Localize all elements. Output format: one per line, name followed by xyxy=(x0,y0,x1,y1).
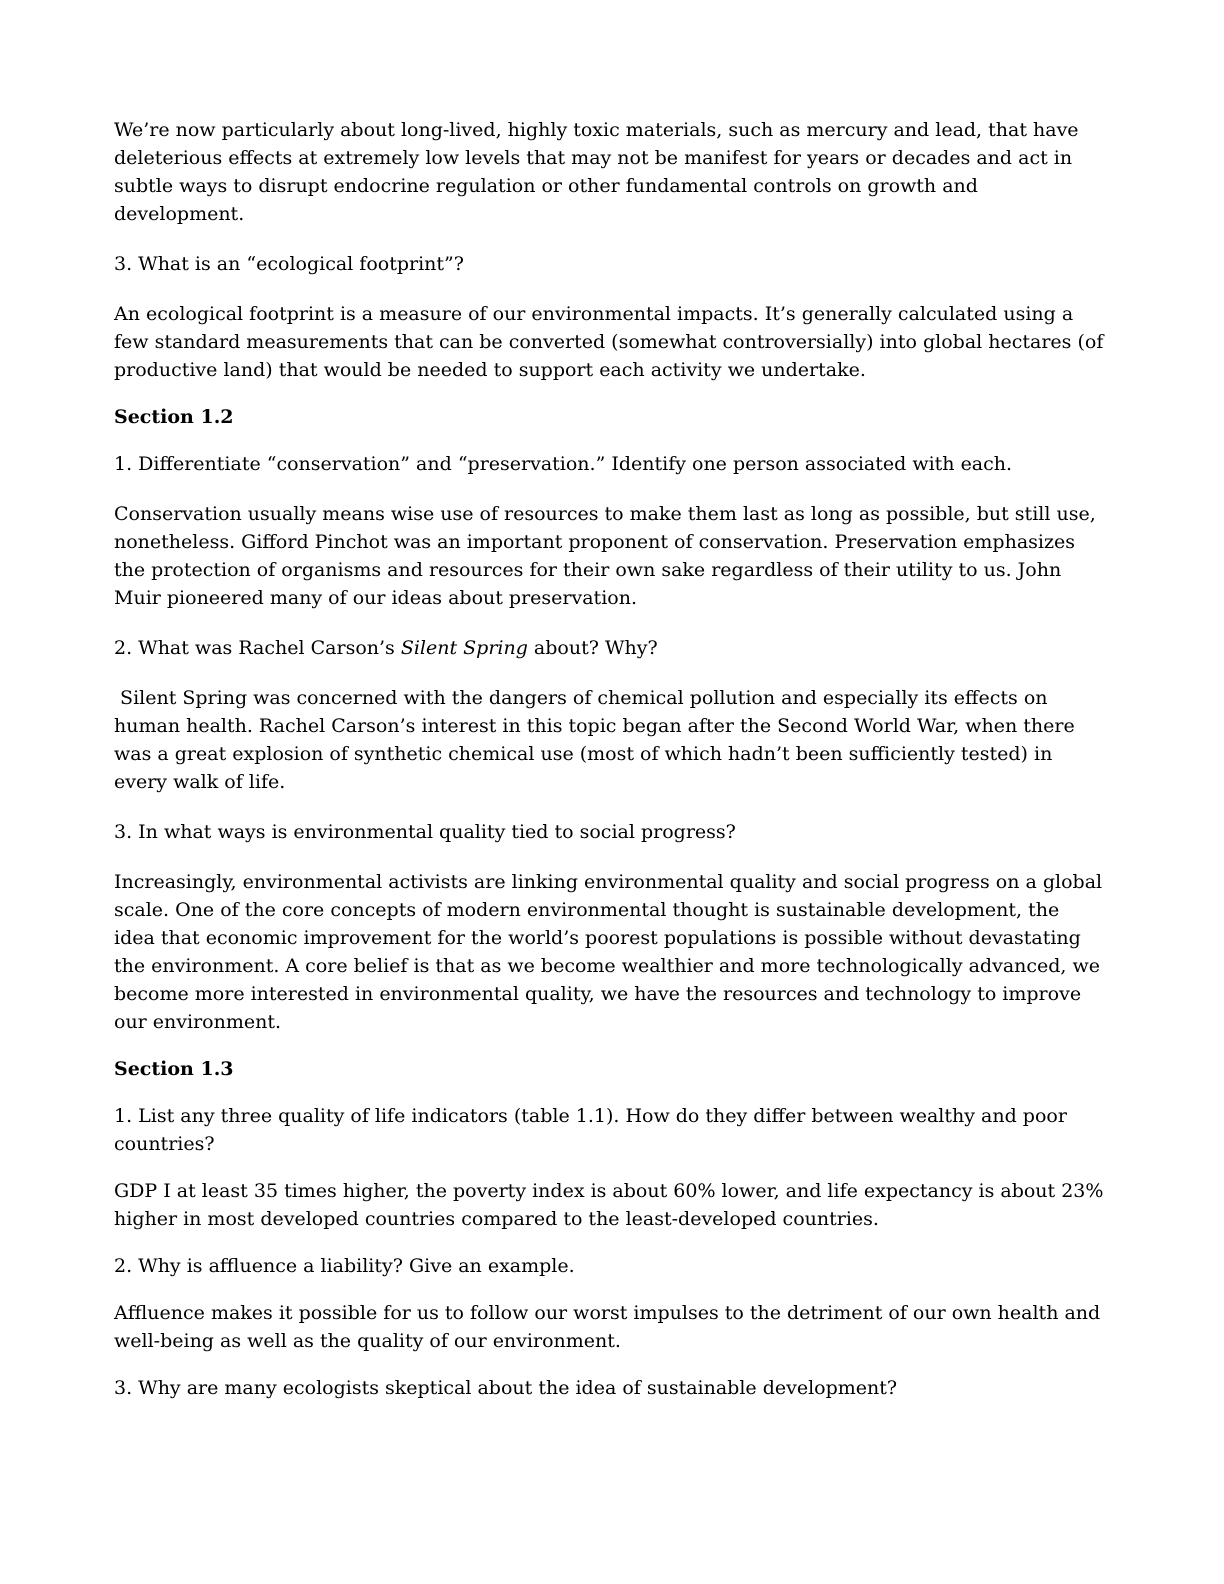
answer-affluence: Affluence makes it possible for us to follow our worst impulses to the detriment of our own health and well-being as well as the quality of our environment. xyxy=(114,1302,1101,1352)
question-silent-spring xyxy=(114,634,1104,662)
question-quality-of-life: 1. List any three quality of life indicators (table 1.1). How do they differ between wealthy and poor countries? xyxy=(114,1105,1067,1155)
book-title-silent-spring: Silent Spring xyxy=(400,637,528,659)
question-affluence: 2. Why is affluence a liability? Give an example. xyxy=(114,1255,575,1277)
paragraph-toxic-materials: We’re now particularly about long-lived, highly toxic materials, such as mercury and lead, that have deleterious effects at extremely low levels that may not be manifest for years or decades and act in subtle ways to disrupt endocrine regulation or other fundamental controls on growth and development. xyxy=(114,119,1079,225)
question-silent-spring-pre: 2. What was Rachel Carson’s xyxy=(114,637,401,659)
section-heading-1-2: Section 1.2 xyxy=(114,406,234,428)
question-conservation-preservation: 1. Differentiate “conservation” and “preservation.” Identify one person associated with each. xyxy=(114,453,1013,475)
answer-ecological-footprint: An ecological footprint is a measure of our environmental impacts. It’s generally calculated using a few standard measurements that can be converted (somewhat controversially) into global hectares (of productive land) that would be needed to support each activity we undertake. xyxy=(114,303,1104,381)
question-ecological-footprint: 3. What is an “ecological footprint”? xyxy=(114,253,464,275)
section-heading-1-3: Section 1.3 xyxy=(114,1058,234,1080)
question-silent-spring-post: about? Why? xyxy=(527,637,658,659)
question-sustainable-development: 3. Why are many ecologists skeptical about the idea of sustainable development? xyxy=(114,1377,898,1399)
document-page xyxy=(114,116,1104,1402)
answer-conservation-preservation: Conservation usually means wise use of resources to make them last as long as possible, but still use, nonetheless. Gifford Pinchot was an important proponent of conservation. Preservation emphasizes the protection of organisms and resources for their own sake regardless of their utility to us. John Muir pioneered many of our ideas about preservation. xyxy=(114,503,1096,609)
answer-silent-spring: Silent Spring was concerned with the dangers of chemical pollution and especially its effects on human health. Rachel Carson’s interest in this topic began after the Second World War, when there was a great explosion of synthetic chemical use (most of which hadn’t been sufficiently tested) in every walk of life. xyxy=(114,687,1081,793)
answer-social-progress: Increasingly, environmental activists are linking environmental quality and social progress on a global scale. One of the core concepts of modern environmental thought is sustainable development, the idea that economic improvement for the world’s poorest populations is possible without devastating the environment. A core belief is that as we become wealthier and more technologically advanced, we become more interested in environmental quality, we have the resources and technology to improve our environment. xyxy=(114,871,1103,1033)
answer-quality-of-life: GDP I at least 35 times higher, the poverty index is about 60% lower, and life expectancy is about 23% higher in most developed countries compared to the least-developed countries. xyxy=(114,1180,1104,1230)
question-social-progress: 3. In what ways is environmental quality tied to social progress? xyxy=(114,821,736,843)
